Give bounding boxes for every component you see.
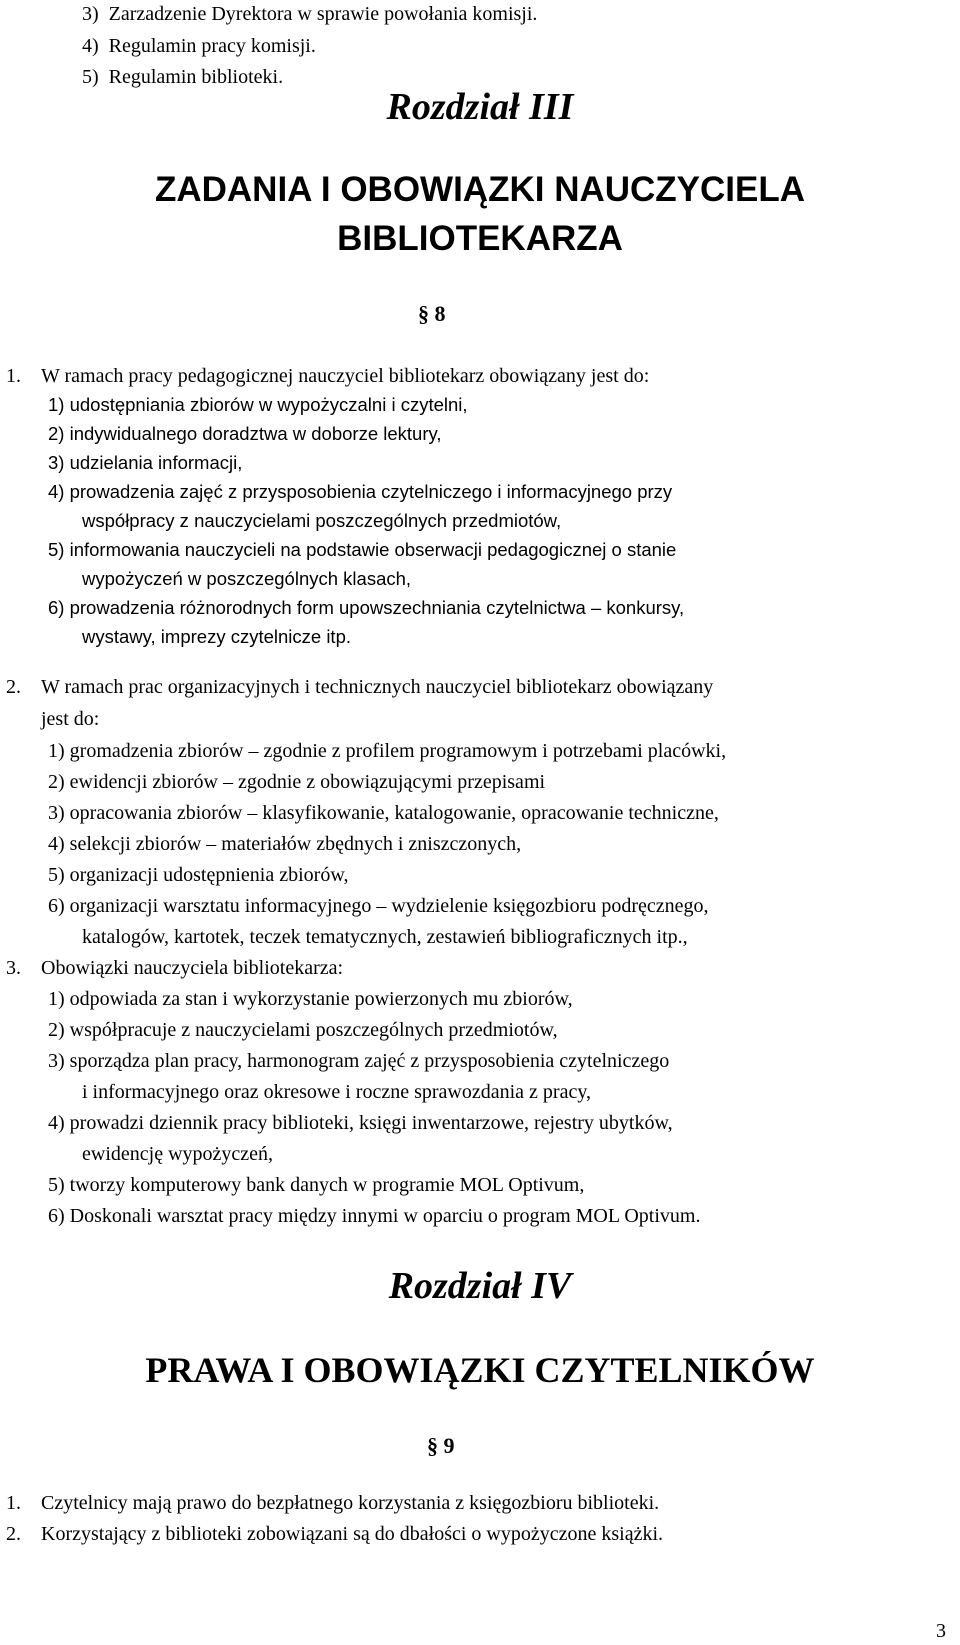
sec1-intro: W ramach pracy pedagogicznej nauczyciel bibliotekarz obowiązany jest do: bbox=[41, 365, 650, 387]
sec3-line: 6) Doskonali warsztat pracy między innymi w oparciu o program MOL Optivum. bbox=[48, 1205, 701, 1227]
sec2-line: 2) ewidencji zbiorów – zgodnie z obowiązującymi przepisami bbox=[48, 771, 546, 793]
sec9-item1-number: 1. bbox=[6, 1492, 21, 1514]
sec3-line: i informacyjnego oraz okresowe i roczne sprawozdania z pracy, bbox=[82, 1081, 592, 1103]
sec3-line: 5) tworzy komputerowy bank danych w programie MOL Optivum, bbox=[48, 1174, 585, 1196]
chapter-3-title-line1: ZADANIA I OBOWIĄZKI NAUCZYCIELA bbox=[154, 170, 806, 209]
sec2-number: 2. bbox=[6, 676, 21, 698]
sec9-item2: Korzystający z biblioteki zobowiązani są do dbałości o wypożyczone książki. bbox=[41, 1523, 664, 1545]
sec1-line: 6) prowadzenia różnorodnych form upowszechniania czytelnictwa – konkursy, bbox=[48, 597, 685, 618]
chapter-4-title: PRAWA I OBOWIĄZKI CZYTELNIKÓW bbox=[145, 1350, 815, 1390]
sec2-intro-line2: jest do: bbox=[41, 708, 100, 730]
page-number: 3 bbox=[936, 1620, 946, 1642]
sec2-line: 1) gromadzenia zbiorów – zgodnie z profilem programowym i potrzebami placówki, bbox=[48, 740, 727, 762]
chapter-4-label: Rozdział IV bbox=[388, 1265, 572, 1307]
sec2-line: 6) organizacji warsztatu informacyjnego – wydzielenie księgozbioru podręcznego, bbox=[48, 895, 709, 917]
sec2-intro-line1: W ramach prac organizacyjnych i technicznych nauczyciel bibliotekarz obowiązany bbox=[41, 676, 714, 698]
sec2-line: 3) opracowania zbiorów – klasyfikowanie, katalogowanie, opracowanie techniczne, bbox=[48, 802, 719, 824]
sec1-line: 5) informowania nauczycieli na podstawie obserwacji pedagogicznej o stanie bbox=[48, 539, 677, 560]
sec3-line: 4) prowadzi dziennik pracy biblioteki, księgi inwentarzowe, rejestry ubytków, bbox=[48, 1112, 673, 1134]
top-item-3: 3) Zarzadzenie Dyrektora w sprawie powołania komisji. bbox=[82, 3, 538, 25]
sec1-line: 4) prowadzenia zajęć z przysposobienia czytelniczego i informacyjnego przy bbox=[48, 481, 673, 502]
sec3-number: 3. bbox=[6, 957, 21, 979]
sec2-line: 5) organizacji udostępnienia zbiorów, bbox=[48, 864, 349, 886]
sec1-line: 2) indywidualnego doradztwa w doborze lektury, bbox=[48, 423, 442, 444]
paragraph-9: § 9 bbox=[427, 1433, 455, 1458]
sec1-line: 1) udostępniania zbiorów w wypożyczalni i czytelni, bbox=[48, 394, 468, 415]
sec9-item2-number: 2. bbox=[6, 1523, 21, 1545]
top-item-5: 5) Regulamin biblioteki. bbox=[82, 66, 284, 88]
paragraph-8: § 8 bbox=[418, 301, 446, 326]
sec3-line: ewidencję wypożyczeń, bbox=[82, 1143, 274, 1165]
sec9-item1: Czytelnicy mają prawo do bezpłatnego korzystania z księgozbioru biblioteki. bbox=[41, 1492, 660, 1514]
sec1-number: 1. bbox=[6, 365, 21, 387]
sec3-line: 3) sporządza plan pracy, harmonogram zajęć z przysposobienia czytelniczego bbox=[48, 1050, 670, 1072]
chapter-3-title-line2: BIBLIOTEKARZA bbox=[337, 219, 623, 258]
sec1-line: 3) udzielania informacji, bbox=[48, 452, 243, 473]
top-item-4: 4) Regulamin pracy komisji. bbox=[82, 35, 316, 57]
sec3-intro: Obowiązki nauczyciela bibliotekarza: bbox=[41, 957, 344, 979]
sec3-line: 2) współpracuje z nauczycielami poszczególnych przedmiotów, bbox=[48, 1019, 558, 1041]
sec1-line: wypożyczeń w poszczególnych klasach, bbox=[82, 568, 412, 589]
sec3-line: 1) odpowiada za stan i wykorzystanie powierzonych mu zbiorów, bbox=[48, 988, 573, 1010]
sec1-line: współpracy z nauczycielami poszczególnych przedmiotów, bbox=[82, 510, 562, 531]
sec2-line: 4) selekcji zbiorów – materiałów zbędnych i zniszczonych, bbox=[48, 833, 522, 855]
sec1-line: wystawy, imprezy czytelnicze itp. bbox=[82, 626, 351, 647]
chapter-3-label: Rozdział III bbox=[386, 86, 574, 128]
sec2-line: katalogów, kartotek, teczek tematycznych, zestawień bibliograficznych itp., bbox=[82, 926, 688, 948]
